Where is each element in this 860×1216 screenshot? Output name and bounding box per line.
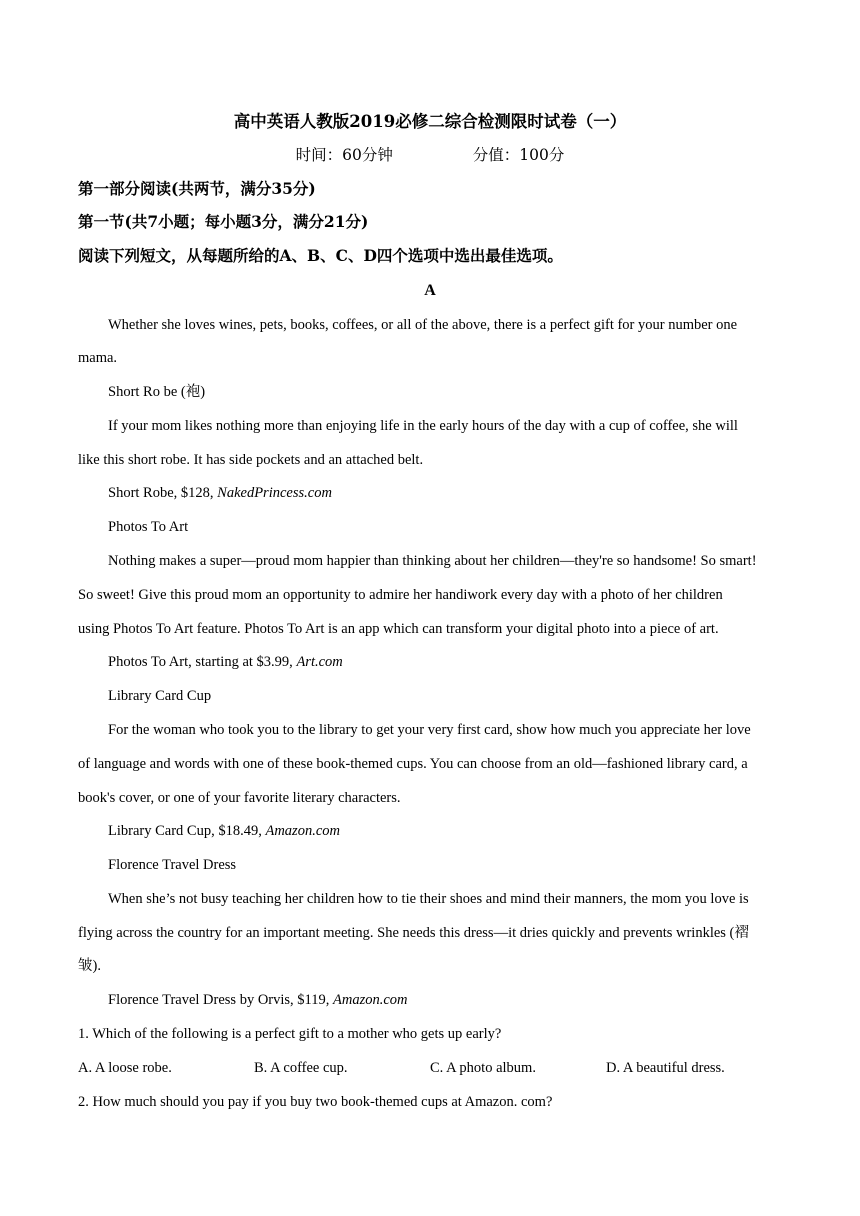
item3-text-2: of language and words with one of these book-themed cups. You can choose from an old—fashioned library card, a (78, 756, 748, 772)
exam-title: 高中英语人教版2019必修二综合检测限时试卷（一） (233, 112, 627, 131)
item4-text-1: When she’s not busy teaching her children how to tie their shoes and mind their manners, the mom you love is (108, 891, 749, 907)
part-heading: 第一部分阅读(共两节，满分35分) (78, 179, 316, 198)
item2-site: Art.com (296, 654, 343, 670)
intro-line-1: Whether she loves wines, pets, books, coffees, or all of the above, there is a perfect gift for your number one (108, 317, 738, 333)
item3-title: Library Card Cup (108, 688, 212, 704)
q1-option-d: D. A beautiful dress. (606, 1060, 725, 1076)
item2-title: Photos To Art (108, 519, 189, 535)
question-1: 1. Which of the following is a perfect gift to a mother who gets up early? (78, 1026, 502, 1042)
item3-price-text: Library Card Cup, $18.49, (108, 823, 266, 839)
time-limit: 时间：60分钟 (295, 146, 393, 164)
item2-price (108, 652, 788, 672)
item3-text-1: For the woman who took you to the library to get your very first card, show how much you appreciate her love (108, 722, 751, 738)
intro-line-2: mama. (78, 350, 118, 366)
item4-text-2: flying across the country for an important meeting. She needs this dress—it dries quickly and prevents wrinkles (褶 (78, 925, 749, 941)
item4-title: Florence Travel Dress (108, 857, 237, 873)
item4-text-3: 皱). (78, 958, 101, 974)
item4-price (108, 990, 788, 1010)
q1-option-a: A. A loose robe. (78, 1060, 172, 1076)
item1-site: NakedPrincess.com (217, 485, 332, 501)
q1-option-b: B. A coffee cup. (254, 1060, 348, 1076)
q1-option-c: C. A photo album. (430, 1060, 536, 1076)
item1-text-2: like this short robe. It has side pockets and an attached belt. (78, 452, 424, 468)
item3-text-3: book's cover, or one of your favorite literary characters. (78, 790, 401, 806)
item2-price-text: Photos To Art, starting at $3.99, (108, 654, 297, 670)
item3-price (108, 821, 788, 841)
item3-site: Amazon.com (265, 823, 340, 839)
question-2: 2. How much should you pay if you buy two book-themed cups at Amazon. com? (78, 1094, 553, 1110)
item1-price-text: Short Robe, $128, (108, 485, 218, 501)
item4-price-text: Florence Travel Dress by Orvis, $119, (108, 992, 333, 1008)
total-score: 分值：100分 (472, 146, 565, 164)
item2-text-3: using Photos To Art feature. Photos To Art is an app which can transform your digital photo into a piece of art. (78, 621, 719, 637)
exam-meta (0, 145, 860, 165)
item1-text-1: If your mom likes nothing more than enjoying life in the early hours of the day with a cup of coffee, she will (108, 418, 738, 434)
item1-title: Short Ro be (袍) (108, 384, 206, 400)
item1-price (108, 483, 788, 503)
item4-site: Amazon.com (333, 992, 408, 1008)
section-heading: 第一节(共7小题；每小题3分，满分21分) (78, 212, 369, 231)
instruction: 阅读下列短文，从每题所给的A、B、C、D四个选项中选出最佳选项。 (78, 246, 563, 265)
item2-text-1: Nothing makes a super—proud mom happier than thinking about her children—they're so handsome! So smart! (108, 553, 757, 569)
item2-text-2: So sweet! Give this proud mom an opportunity to admire her handiwork every day with a photo of her children (78, 587, 723, 603)
passage-label: A (424, 282, 436, 299)
